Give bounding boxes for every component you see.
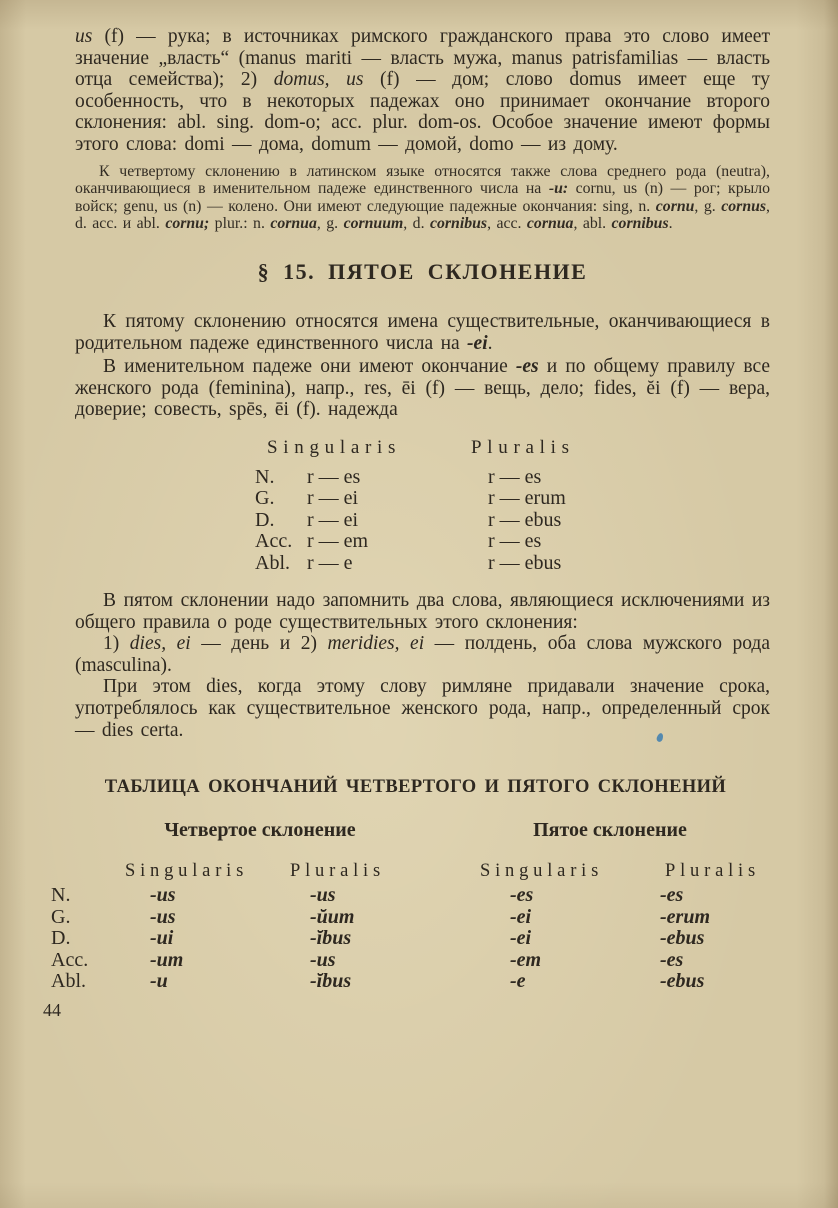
header-singularis: Singularis xyxy=(125,861,249,882)
paragraph-text: . xyxy=(487,332,493,354)
ending-value: -ui xyxy=(150,927,174,950)
case-label: D. xyxy=(255,508,275,531)
ending-value: -ei xyxy=(510,927,532,950)
latin-word: dies, ei xyxy=(129,633,191,655)
ending-value: -es xyxy=(660,884,684,907)
paragraph-text: — день и 2) xyxy=(190,633,328,655)
header-pluralis: Pluralis xyxy=(471,436,575,458)
paradigm-table xyxy=(255,437,770,574)
ending-value: -ebus xyxy=(660,927,705,950)
ending-value: -e xyxy=(510,970,526,993)
number-column-headers xyxy=(45,861,785,882)
paragraph-manus-domus xyxy=(75,26,770,156)
case-label: Abl. xyxy=(255,551,290,574)
case-label: Abl. xyxy=(51,970,86,993)
fourth-declension-header: Четвертое склонение xyxy=(164,819,356,842)
plural-ending: r — ebus xyxy=(488,508,562,531)
latin-word: cornus xyxy=(721,197,767,215)
paragraph-text: plur.: n. xyxy=(209,215,271,233)
ending-value: -us xyxy=(310,884,336,907)
plural-ending: r — es xyxy=(488,530,542,553)
latin-word: cornu xyxy=(655,197,695,215)
latin-ending: -es xyxy=(515,356,539,378)
endings-table xyxy=(45,819,785,993)
ending-value: -ĭbus xyxy=(310,970,352,993)
plural-ending: r — ebus xyxy=(488,551,562,574)
table-row xyxy=(45,971,785,993)
case-label: N. xyxy=(51,884,71,907)
paragraph-text: , g. xyxy=(316,215,344,233)
ending-value: -um xyxy=(150,948,184,971)
latin-word: domus, us xyxy=(273,69,364,91)
paragraph-text: К пятому склонению относятся имена существительные, оканчивающиеся в родительном падеже единственного числа на xyxy=(75,310,770,354)
latin-word: cornibus xyxy=(611,215,669,233)
singular-ending: r — es xyxy=(307,465,361,488)
latin-word: cornua xyxy=(270,215,317,233)
paragraph-text: В пятом склонении надо запомнить два слова, являющиеся исключениями из общего правила о роде существительных этого склонения: xyxy=(75,589,770,633)
page-number: 44 xyxy=(43,1000,61,1021)
paragraph-text: и по общему правилу все женского рода (feminina), напр., res, ēi (f) — вещь, дело; fides, ĕi (f) — вера, доверие; совесть, spēs, ēi (f). надежда xyxy=(75,356,770,421)
fineprint-paragraph-cornu xyxy=(75,163,770,233)
singular-ending: r — ei xyxy=(307,487,359,510)
paragraph-text: — полдень, оба слова мужского рода (masculina). xyxy=(75,633,771,676)
paragraph-text: , d. acc. и abl. xyxy=(75,197,770,233)
case-label: G. xyxy=(255,487,275,510)
header-pluralis: Pluralis xyxy=(290,861,386,882)
table-row xyxy=(45,928,785,950)
table-row xyxy=(255,467,770,488)
latin-word: cornua xyxy=(526,215,574,233)
fifth-declension-header: Пятое склонение xyxy=(533,819,687,842)
plural-ending: r — es xyxy=(488,465,542,488)
ending-value: -us xyxy=(150,884,176,907)
plural-ending: r — erum xyxy=(488,487,566,510)
latin-word: meridies, ei xyxy=(327,633,425,655)
section-heading: § 15. ПЯТОЕ СКЛОНЕНИЕ xyxy=(257,258,588,284)
ending-value: -es xyxy=(510,884,534,907)
case-label: G. xyxy=(51,905,71,928)
case-label: Acc. xyxy=(51,948,89,971)
table-row xyxy=(45,950,785,972)
endings-table-title: ТАБЛИЦА ОКОНЧАНИЙ ЧЕТВЕРТОГО И ПЯТОГО СКЛОНЕНИЙ xyxy=(104,777,727,798)
paragraph-intro xyxy=(75,311,770,354)
ending-value: -ŭum xyxy=(310,905,355,928)
singular-ending: r — e xyxy=(307,551,353,574)
case-label: D. xyxy=(51,927,71,950)
table-row xyxy=(255,510,770,531)
header-singularis: Singularis xyxy=(480,861,604,882)
ending-value: -erum xyxy=(660,905,710,928)
table-row xyxy=(255,553,770,574)
table-row xyxy=(45,907,785,929)
ending-value: -ei xyxy=(510,905,532,928)
singular-ending: r — ei xyxy=(307,508,359,531)
case-label: Acc. xyxy=(255,530,293,553)
paragraph-dies xyxy=(75,633,770,676)
paradigm-table-header xyxy=(255,437,770,459)
ending-value: -u xyxy=(150,970,168,993)
table-row xyxy=(255,488,770,509)
paragraph-dies-certa xyxy=(75,676,770,741)
paragraph-text: , d. xyxy=(403,215,430,233)
paragraph-text: (f) — дом; слово domus имеет еще ту особенность, что в некоторых падежах оно принимает окончание второго склонения: abl. sing. dom-o; acc. plur. dom-os. Особое значение имеют формы этого слова: domi — дома, domum — домой, domo — из дому. xyxy=(75,69,771,155)
latin-word: cornuum xyxy=(343,215,404,233)
endings-table-body xyxy=(45,885,785,993)
header-singularis: Singularis xyxy=(267,436,402,458)
declension-group-headers xyxy=(45,819,785,842)
latin-ending: -u: xyxy=(548,180,569,198)
paragraph-text: , g. xyxy=(694,197,722,215)
latin-word: cornibus xyxy=(429,215,488,233)
paragraph-text: , acc. xyxy=(487,215,527,233)
paragraph-text: При этом dies, когда этому слову римляне придавали значение срока, употреблялось как существительное женского рода, напр., определенный срок — dies certa. xyxy=(75,676,770,741)
ending-value: -us xyxy=(150,905,176,928)
paragraph-exceptions xyxy=(75,590,770,633)
paragraph-text: . xyxy=(668,215,673,233)
ending-value: -es xyxy=(660,948,684,971)
latin-word: cornu; xyxy=(165,215,210,233)
case-label: N. xyxy=(255,465,275,488)
paragraph-text: , abl. xyxy=(573,215,612,233)
header-pluralis: Pluralis xyxy=(665,861,761,882)
singular-ending: r — em xyxy=(307,530,369,553)
paragraph-text: cornu, us (n) — рог; крыло войск; genu, us (n) — колено. Они имеют следующие падежные окончания: sing, n. xyxy=(75,180,770,215)
paragraph-nominative xyxy=(75,356,770,421)
ending-value: -em xyxy=(510,948,542,971)
ending-value: -us xyxy=(310,948,336,971)
ending-value: -ĭbus xyxy=(310,927,352,950)
table-row xyxy=(255,531,770,552)
ending-value: -ebus xyxy=(660,970,705,993)
paragraph-text: К четвертому склонению в латинском языке относятся также слова среднего рода (neutra), оканчивающиеся в именительном падеже единственного числа на xyxy=(75,162,770,198)
paragraph-text: 1) xyxy=(103,633,130,655)
paragraph-text: (f) — рука; в источниках римского гражданского права это слово имеет значение „власть“ (manus mariti — власть мужа, manus patrisfamilias — власть отца семейства); 2) xyxy=(75,26,770,91)
latin-word: us xyxy=(75,26,93,47)
table-row xyxy=(45,885,785,907)
latin-ending: -ei xyxy=(467,332,488,354)
paragraph-text: В именительном падеже они имеют окончание xyxy=(103,356,516,378)
